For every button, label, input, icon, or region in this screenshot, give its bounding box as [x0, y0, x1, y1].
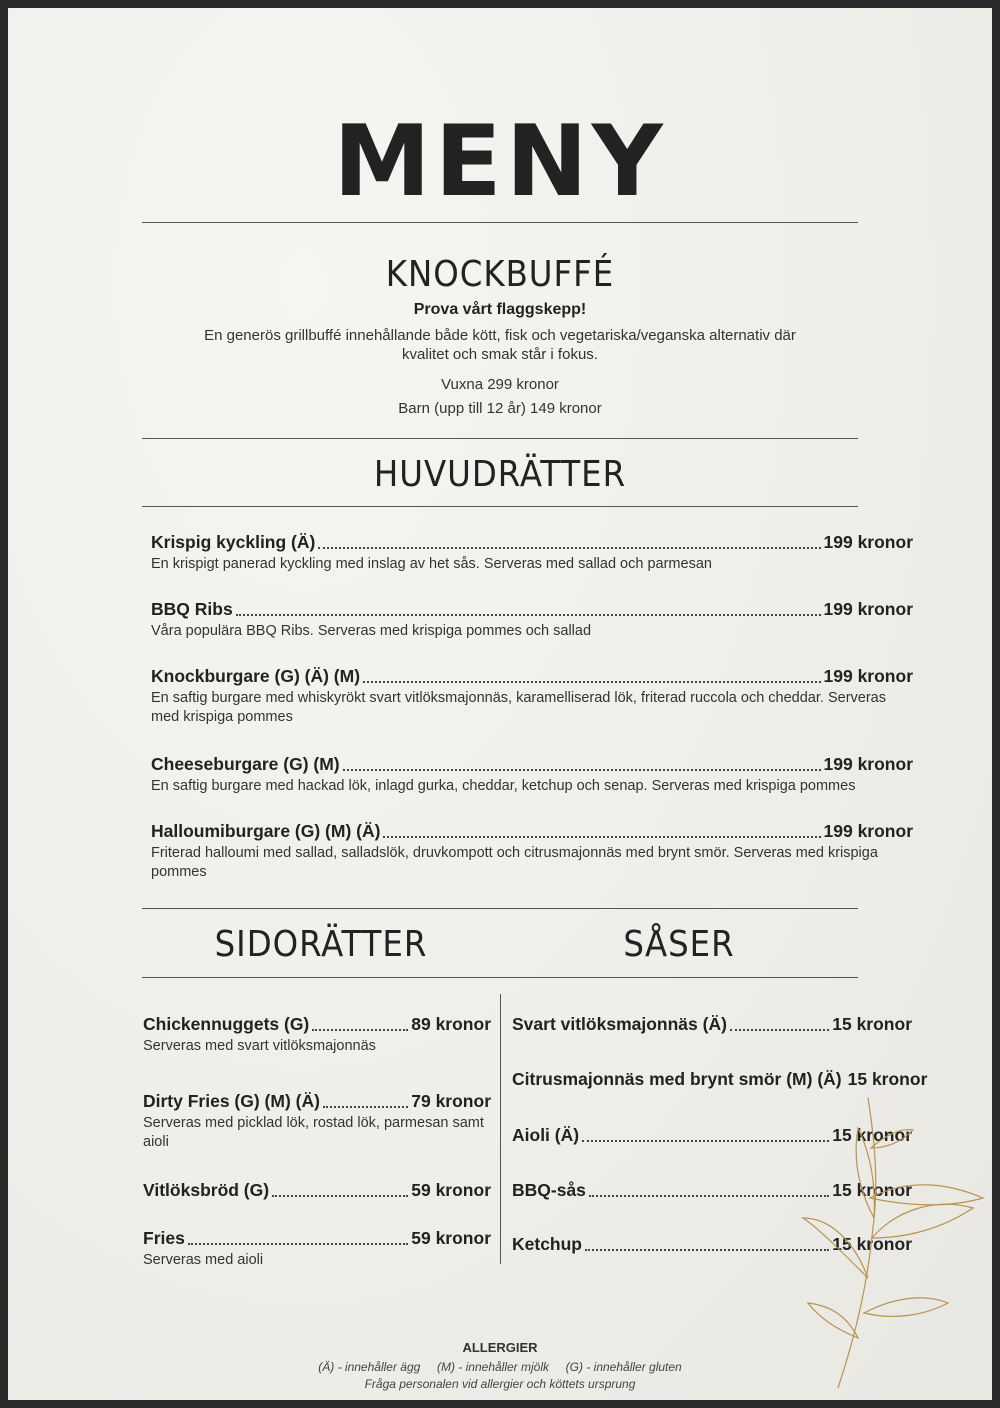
menu-item: [512, 1014, 912, 1035]
menu-item: [143, 1228, 491, 1270]
allergies-note: Fråga personalen vid allergier och köttets ursprung: [364, 1377, 636, 1391]
leader-dots: [363, 669, 820, 683]
item-price: 15 kronor: [832, 1014, 912, 1034]
item-name: BBQ Ribs: [151, 599, 233, 619]
divider: [142, 506, 858, 507]
menu-item: [143, 1014, 491, 1056]
menu-page: [8, 8, 992, 1400]
sauces-heading: SÅSER: [623, 924, 735, 965]
leader-dots: [730, 1017, 829, 1031]
divider: [142, 908, 858, 909]
leader-dots: [312, 1017, 408, 1031]
item-description: Serveras med aioli: [143, 1252, 264, 1268]
item-price: 199 kronor: [823, 754, 913, 774]
leader-dots: [343, 757, 821, 771]
item-name: Fries: [143, 1228, 185, 1248]
item-price: 59 kronor: [411, 1228, 491, 1248]
allergies-heading: ALLERGIER: [462, 1340, 538, 1355]
menu-item: [151, 666, 913, 727]
menu-item: [151, 599, 913, 641]
leader-dots: [323, 1094, 408, 1108]
item-name: Halloumiburgare (G) (M) (Ä): [151, 821, 381, 841]
menu-item: [151, 821, 913, 882]
leader-dots: [318, 535, 820, 549]
menu-item: [151, 754, 913, 796]
item-name: Dirty Fries (G) (M) (Ä): [143, 1091, 320, 1111]
leader-dots: [589, 1183, 829, 1197]
leader-dots: [383, 824, 820, 838]
menu-item: [151, 532, 913, 574]
page-title: MENY: [333, 105, 667, 219]
item-description: Friterad halloumi med sallad, salladslök, druvkompott och citrusmajonnäs med brynt smör. Serveras med krispiga pommes: [151, 845, 878, 880]
divider: [142, 438, 858, 439]
item-name: Citrusmajonnäs med brynt smör (M) (Ä): [512, 1069, 842, 1089]
buffe-heading: KNOCKBUFFÉ: [385, 254, 615, 295]
item-price: 199 kronor: [823, 599, 913, 619]
buffe-tagline: Prova vårt flaggskepp!: [413, 301, 587, 318]
item-price: 15 kronor: [832, 1125, 912, 1145]
item-price: 199 kronor: [823, 532, 913, 552]
item-name: Krispig kyckling (Ä): [151, 532, 316, 552]
menu-item: [512, 1069, 928, 1090]
leader-dots: [585, 1237, 829, 1251]
item-name: Vitlöksbröd (G): [143, 1180, 270, 1200]
leader-dots: [188, 1231, 408, 1245]
item-price: 15 kronor: [847, 1069, 928, 1089]
item-price: 79 kronor: [411, 1091, 491, 1111]
leader-dots: [236, 602, 821, 616]
item-description: En krispigt panerad kyckling med inslag av het sås. Serveras med sallad och parmesan: [151, 556, 712, 572]
divider: [142, 222, 858, 223]
item-name: BBQ-sås: [512, 1180, 586, 1200]
item-description: Serveras med picklad lök, rostad lök, parmesan samt aioli: [143, 1115, 484, 1150]
item-description: Serveras med svart vitlöksmajonnäs: [143, 1038, 376, 1054]
leader-dots: [272, 1183, 408, 1197]
divider: [142, 977, 858, 978]
allergies-legend: (Ä) - innehåller ägg (M) - innehåller mjölk (G) - innehåller gluten: [318, 1360, 682, 1374]
item-description: Våra populära BBQ Ribs. Serveras med krispiga pommes och sallad: [151, 623, 592, 639]
item-name: Chickennuggets (G): [143, 1014, 310, 1034]
item-name: Ketchup: [512, 1234, 582, 1254]
column-divider: [500, 994, 501, 1264]
main-heading: HUVUDRÄTTER: [373, 454, 627, 495]
buffe-price-adult: Vuxna 299 kronor: [441, 376, 559, 393]
item-name: Svart vitlöksmajonnäs (Ä): [512, 1014, 727, 1034]
item-price: 89 kronor: [411, 1014, 491, 1034]
buffe-price-child: Barn (upp till 12 år) 149 kronor: [398, 400, 602, 417]
item-description: En saftig burgare med hackad lök, inlagd gurka, cheddar, ketchup och senap. Serveras med krispiga pommes: [151, 778, 856, 794]
item-price: 15 kronor: [832, 1234, 912, 1254]
item-price: 15 kronor: [832, 1180, 912, 1200]
item-description: En saftig burgare med whiskyrökt svart vitlöksmajonnäs, karamelliserad lök, friterad ruccola och cheddar. Serveras med krispiga pommes: [151, 690, 886, 725]
item-name: Knockburgare (G) (Ä) (M): [151, 666, 361, 686]
item-name: Cheeseburgare (G) (M): [151, 754, 340, 774]
sides-heading: SIDORÄTTER: [214, 924, 428, 965]
buffe-description-1: En generös grillbuffé innehållande både kött, fisk och vegetariska/veganska alternativ där: [204, 327, 796, 344]
item-name: Aioli (Ä): [512, 1125, 580, 1145]
leader-dots: [582, 1128, 829, 1142]
menu-item: [143, 1091, 491, 1152]
item-price: 199 kronor: [823, 821, 913, 841]
menu-item: [143, 1180, 491, 1201]
item-price: 199 kronor: [823, 666, 913, 686]
buffe-description-2: kvalitet och smak står i fokus.: [402, 346, 598, 363]
item-price: 59 kronor: [411, 1180, 491, 1200]
